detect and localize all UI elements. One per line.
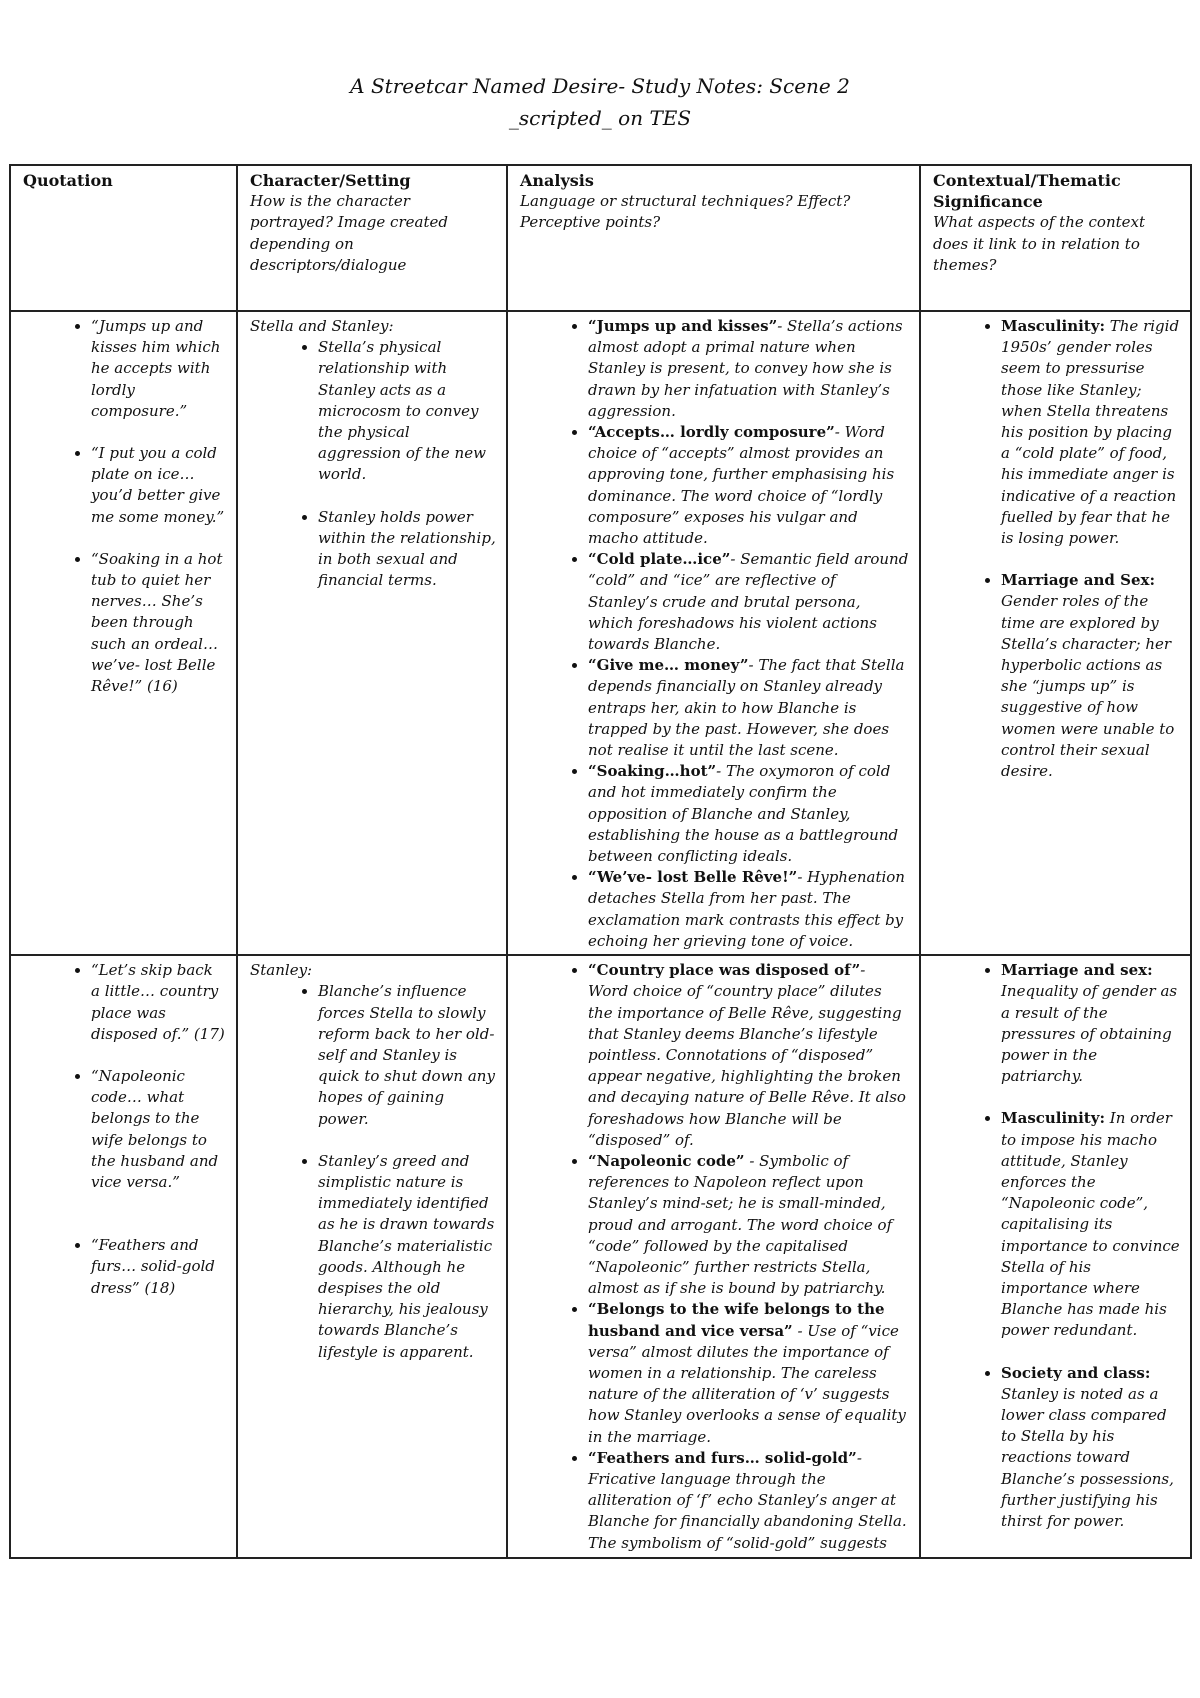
quote-item: • “Soaking in a hot tub to quiet her nerves… She’s been through such an ordeal… we’ve- lost Belle Rêve!” (16) (91, 549, 226, 697)
quotation-cell (10, 311, 237, 955)
analysis-item: • “Napoleonic code” - Symbolic of references to Napoleon reflect upon Stanley’s mind-set; he is small-minded, proud and arrogant. The word choice of “code” followed by the capitalised “Napoleonic” further restricts Stella, almost as if she is bound by patriarchy. (588, 1151, 909, 1299)
header-character-setting: Character/Setting How is the character portrayed? Image created depending on descriptors/dialogue (237, 165, 507, 311)
table-row (10, 311, 1191, 955)
character-point: • Stanley holds power within the relationship, in both sexual and financial terms. (318, 507, 496, 592)
quote-item: • “Napoleonic code… what belongs to the wife belongs to the husband and vice versa.” (91, 1066, 226, 1193)
context-item: • Society and class: Stanley is noted as a lower class compared to Stella by his reactions toward Blanche’s possessions, further justifying his thirst for power. (1001, 1363, 1180, 1533)
character-label: Stella and Stanley: (250, 317, 394, 335)
context-item: • Marriage and sex: Inequality of gender as a result of the pressures of obtaining power in the patriarchy. (1001, 960, 1180, 1087)
header-row (10, 165, 1191, 311)
analysis-item: • “Soaking…hot”- The oxymoron of cold and hot immediately confirm the opposition of Blanche and Stanley, establishing the house as a battleground between conflicting ideals. (588, 761, 909, 867)
analysis-item: • “We’ve- lost Belle Rêve!”- Hyphenation detaches Stella from her past. The exclamation mark contrasts this effect by echoing her grieving tone of voice. (588, 867, 909, 952)
header-quotation: Quotation (10, 165, 237, 311)
analysis-item: • “Belongs to the wife belongs to the husband and vice versa” - Use of “vice versa” almost dilutes the importance of women in a relationship. The careless nature of the alliteration of ‘v’ suggests how Stanley overlooks a sense of equality in the marriage. (588, 1299, 909, 1447)
analysis-item: • “Accepts… lordly composure”- Word choice of “accepts” almost provides an approving tone, further emphasising his dominance. The word choice of “lordly composure” exposes his vulgar and macho attitude. (588, 422, 909, 549)
character-point: • Stella’s physical relationship with Stanley acts as a microcosm to convey the physical aggression of the new world. (318, 337, 496, 485)
study-notes-table (9, 164, 1192, 1559)
analysis-item: • “Country place was disposed of”- Word choice of “country place” dilutes the importance of Belle Rêve, suggesting that Stanley deems Blanche’s lifestyle pointless. Connotations of “disposed” appear negative, highlighting the broken and decaying nature of Belle Rêve. It also foreshadows how Blanche will be “disposed” of. (588, 960, 909, 1151)
quote-item: • “I put you a cold plate on ice… you’d better give me some money.” (91, 443, 226, 528)
context-item: • Marriage and Sex: Gender roles of the time are explored by Stella’s character; her hyperbolic actions as she “jumps up” is suggestive of how women were unable to control their sexual desire. (1001, 570, 1180, 782)
character-point: • Stanley’s greed and simplistic nature is immediately identified as he is drawn towards Blanche’s materialistic goods. Although he despises the old hierarchy, his jealousy towards Blanche’s lifestyle is apparent. (318, 1151, 496, 1363)
quote-item: • “Let’s skip back a little… country place was disposed of.” (17) (91, 960, 226, 1045)
title-line-1: A Streetcar Named Desire- Study Notes: Scene 2 (350, 74, 850, 98)
header-context: Contextual/Thematic Significance What aspects of the context does it link to in relation to themes? (920, 165, 1191, 311)
quote-item: • “Jumps up and kisses him which he accepts with lordly composure.” (91, 316, 226, 422)
context-item: • Masculinity: In order to impose his macho attitude, Stanley enforces the “Napoleonic code”, capitalising its importance to convince Stella of his importance where Blanche has made his power redundant. (1001, 1108, 1180, 1341)
character-point: • Blanche’s influence forces Stella to slowly reform back to her old-self and Stanley is quick to shut down any hopes of gaining power. (318, 981, 496, 1129)
quote-item: • “Feathers and furs… solid-gold dress” (18) (91, 1235, 226, 1299)
analysis-item: • “Give me… money”- The fact that Stella depends financially on Stanley already entraps her, akin to how Blanche is trapped by the past. However, she does not realise it until the last scene. (588, 655, 909, 761)
analysis-cell (507, 311, 920, 955)
character-cell (237, 311, 507, 955)
title-line-2: _scripted_ on TES (508, 106, 692, 130)
analysis-item: • “Jumps up and kisses”- Stella’s actions almost adopt a primal nature when Stanley is present, to convey how she is drawn by her infatuation with Stanley’s aggression. (588, 316, 909, 422)
context-cell (920, 955, 1191, 1558)
analysis-item: • “Cold plate…ice”- Semantic field around “cold” and “ice” are reflective of Stanley’s crude and brutal persona, which foreshadows his violent actions towards Blanche. (588, 549, 909, 655)
character-cell (237, 955, 507, 1558)
analysis-cell (507, 955, 920, 1558)
context-item: • Masculinity: The rigid 1950s’ gender roles seem to pressurise those like Stanley; when Stella threatens his position by placing a “cold plate” of food, his immediate anger is indicative of a reaction fuelled by fear that he is losing power. (1001, 316, 1180, 549)
table-row (10, 955, 1191, 1558)
analysis-item: • “Feathers and furs… solid-gold”- Fricative language through the alliteration of ‘f’ echo Stanley’s anger at Blanche for financially abandoning Stella. The symbolism of “solid-gold” suggests (588, 1448, 909, 1554)
page-title (0, 70, 1200, 134)
character-label: Stanley: (250, 961, 313, 980)
context-cell (920, 311, 1191, 955)
quotation-cell (10, 955, 237, 1558)
header-analysis: Analysis Language or structural techniques? Effect? Perceptive points? (507, 165, 920, 311)
